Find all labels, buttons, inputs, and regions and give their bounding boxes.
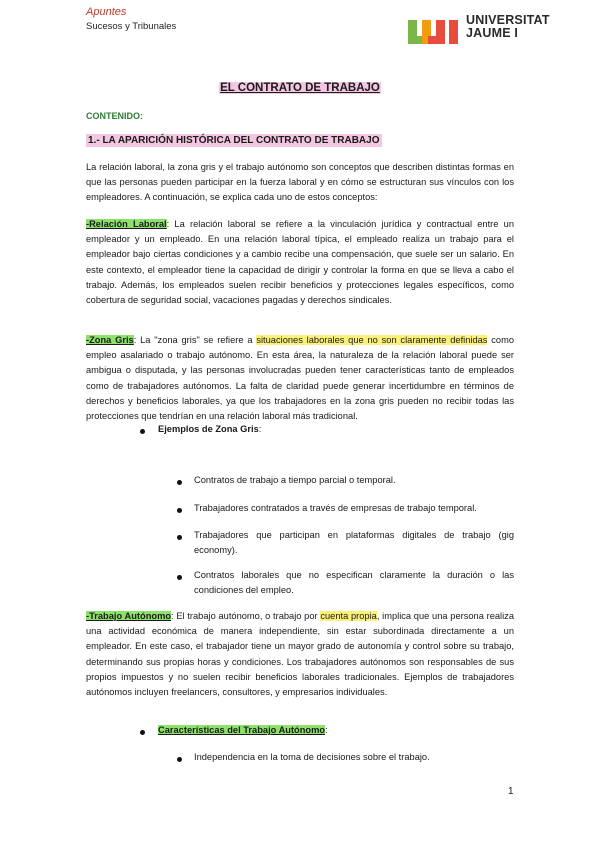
bullet-dot-icon: [177, 535, 182, 540]
relacion-laboral-paragraph: -Relación Laboral: La relación laboral se refiere a la vinculación jurídica y contractual entre un empleador y un empleado. En una relación laboral típica, el empleado realiza un trabajo para el empleador bajo ciertas condiciones y a cambio recibe una compensación, que suele ser un salario. En este contexto, el empleador tiene la capacidad de dirigir y controlar la forma en que se lleva a cabo el trabajo. Además, los empleados suelen recibir beneficios y protecciones legales específicos, como cobertura de seguridad social, vacaciones pagadas y derechos sindicales.: [86, 219, 514, 306]
bullet-dot-icon: [140, 429, 145, 434]
header-subject: Sucesos y Tribunales: [86, 21, 177, 32]
zona-gris-paragraph: -Zona Gris: La "zona gris" se refiere a situaciones laborales que no son claramente definidas como empleo asalariado o trabajo autónomo. En esta área, la naturaleza de la relación laboral puede ser ambigua o disputada, y las personas involucradas pueden tener características tanto de empleados como de trabajadores autónomos. La falta de claridad puede generar incertidumbre en términos de derechos y beneficios laborales, ya que los trabajadores en la zona gris pueden no recibir todas las protecciones que tendrían en una relación laboral más tradicional.: [86, 335, 514, 422]
example-item: Contratos laborales que no especifican claramente la duración o las condiciones del empleo.: [194, 570, 514, 596]
contents-label: CONTENIDO:: [86, 111, 143, 121]
bullet-dot-icon: [140, 730, 145, 735]
bullet-dot-icon: [177, 508, 182, 513]
logo-line-1: UNIVERSITAT: [466, 13, 550, 27]
header-brand: Apuntes: [86, 6, 127, 18]
university-logo-text: [466, 14, 550, 40]
examples-heading: Ejemplos de Zona Gris:: [158, 424, 262, 434]
intro-paragraph: La relación laboral, la zona gris y el trabajo autónomo son conceptos que describen distintas formas en que las personas pueden participar en la fuerza laboral y en cómo se estructuran sus vínculos con los empleadores. A continuación, se explica cada uno de estos conceptos:: [86, 162, 514, 203]
bullet-dot-icon: [177, 480, 182, 485]
example-item: Trabajadores que participan en plataformas digitales de trabajo (gig economy).: [194, 530, 514, 556]
document-title: EL CONTRATO DE TRABAJO: [220, 82, 380, 94]
bullet-dot-icon: [177, 757, 182, 762]
trabajo-autonomo-paragraph: -Trabajo Autónomo: El trabajo autónomo, o trabajo por cuenta propia, implica que una persona realiza una actividad económica de manera independiente, sin estar subordinada directamente a un empleador. En este caso, el trabajador tiene un mayor grado de autonomía y control sobre su trabajo, determinando sus propias horas y condiciones. Los trabajadores autónomos son responsables de sus propios impuestos y no suelen recibir beneficios laborales tradicionales. Ejemplos de trabajadores autónomos incluyen freelancers, consultores, y empresarios individuales.: [86, 611, 514, 698]
caracteristica-item: Independencia en la toma de decisiones sobre el trabajo.: [194, 752, 430, 762]
logo-line-2: JAUME I: [466, 26, 519, 40]
cuenta-propia-highlight: cuenta propia: [320, 611, 377, 621]
relacion-laboral-term: -Relación Laboral: [86, 219, 167, 229]
zona-gris-term: -Zona Gris: [86, 335, 134, 345]
example-item: Trabajadores contratados a través de empresas de trabajo temporal.: [194, 503, 477, 513]
trabajo-autonomo-term: -Trabajo Autónomo: [86, 611, 172, 621]
page-number: 1: [508, 786, 514, 797]
bullet-dot-icon: [177, 575, 182, 580]
example-item: Contratos de trabajo a tiempo parcial o temporal.: [194, 475, 396, 485]
zona-gris-highlight: situaciones laborales que no son claramente definidas: [256, 335, 488, 345]
section-heading: 1.- LA APARICIÓN HISTÓRICA DEL CONTRATO DE TRABAJO: [88, 135, 380, 146]
caracteristicas-heading: Características del Trabajo Autónomo:: [158, 725, 328, 735]
